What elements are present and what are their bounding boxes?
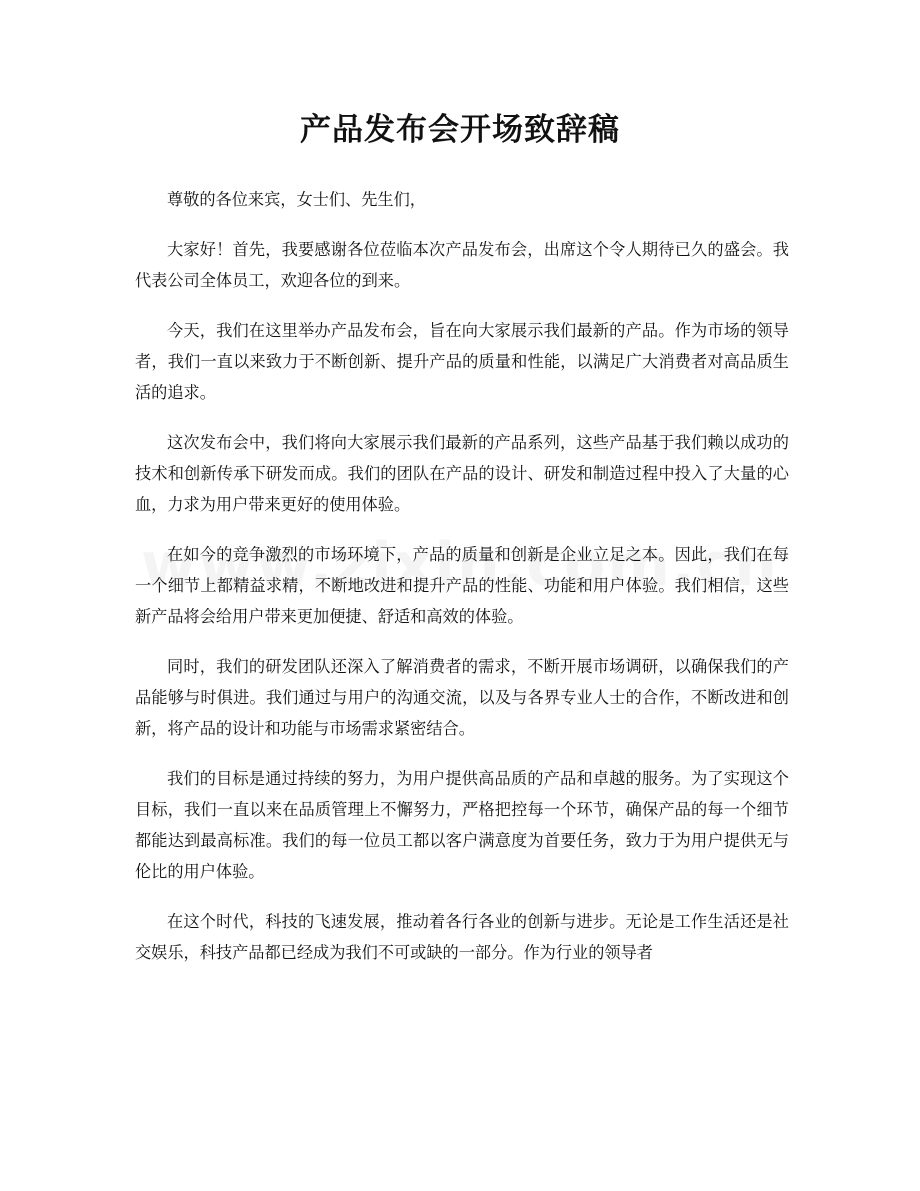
paragraph: 这次发布会中，我们将向大家展示我们最新的产品系列，这些产品基于我们赖以成功的技术和创新传承下研发而成。我们的团队在产品的设计、研发和制造过程中投入了大量的心血，力求为用户带来更好的使用体验。 (135, 433, 789, 514)
paragraph: 我们的目标是通过持续的努力，为用户提供高品质的产品和卓越的服务。为了实现这个目标，我们一直以来在品质管理上不懈努力，严格把控每一个环节，确保产品的每一个细节都能达到最高标准。我们的每一位员工都以客户满意度为首要任务，致力于为用户提供无与伦比的用户体验。 (135, 769, 789, 881)
paragraph: 在这个时代，科技的飞速发展，推动着各行各业的创新与进步。无论是工作生活还是社交娱乐，科技产品都已经成为我们不可或缺的一部分。作为行业的领导者 (135, 912, 789, 962)
paragraph: 同时，我们的研发团队还深入了解消费者的需求，不断开展市场调研，以确保我们的产品能够与时俱进。我们通过与用户的沟通交流，以及与各界专业人士的合作，不断改进和创新，将产品的设计和功能与市场需求紧密结合。 (135, 657, 789, 738)
paragraph: 大家好！首先，我要感谢各位莅临本次产品发布会，出席这个令人期待已久的盛会。我代表公司全体员工，欢迎各位的到来。 (135, 240, 789, 290)
paragraph: 在如今的竞争激烈的市场环境下，产品的质量和创新是企业立足之本。因此，我们在每一个细节上都精益求精，不断地改进和提升产品的性能、功能和用户体验。我们相信，这些新产品将会给用户带来更加便捷、舒适和高效的体验。 (135, 545, 789, 626)
paragraph: 今天，我们在这里举办产品发布会，旨在向大家展示我们最新的产品。作为市场的领导者，我们一直以来致力于不断创新、提升产品的质量和性能，以满足广大消费者对高品质生活的追求。 (135, 321, 789, 402)
paragraph-greeting: 尊敬的各位来宾，女士们、先生们， (167, 190, 426, 209)
document-body (135, 184, 789, 987)
document-title: 产品发布会开场致辞稿 (300, 112, 620, 148)
